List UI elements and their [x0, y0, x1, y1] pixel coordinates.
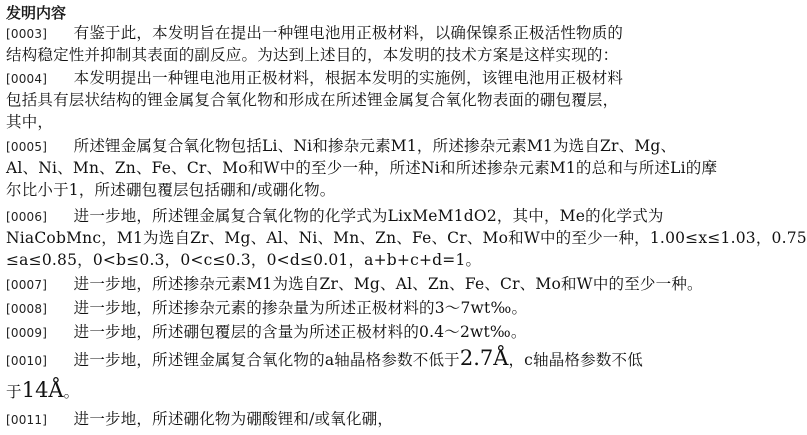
paragraph-number: [0008] [6, 302, 48, 316]
paragraph-number: [0003] [6, 27, 48, 41]
paragraph-0005-line-1 [6, 135, 677, 158]
paragraph-text: 所述锂金属复合氧化物包括Li、Ni和掺杂元素M1，所述掺杂元素M1为选自Zr、Mg、 [73, 137, 677, 155]
paragraph-text: 进一步地，所述掺杂元素的掺杂量为所述正极材料的3～7wt‰。 [73, 299, 528, 317]
paragraph-number: [0007] [6, 278, 48, 292]
paragraph-0010-line-1 [6, 346, 643, 372]
paragraph-text: 其中， [6, 113, 54, 131]
paragraph-number: [0009] [6, 326, 48, 340]
paragraph-number: [0010] [6, 354, 48, 368]
paragraph-0008-line-1 [6, 297, 634, 320]
paragraph-text: 有鉴于此，本发明旨在提出一种锂电池用正极材料，以确保镍系正极活性物质的 [73, 24, 624, 42]
paragraph-0004-line-3 [6, 111, 634, 133]
paragraph-text: 。 [63, 383, 80, 401]
paragraph-text: 尔比小于1，所述硼包覆层包括硼和/或硼化物。 [6, 181, 336, 199]
paragraph-text: 于 [6, 383, 22, 401]
paragraph-0006-line-2 [6, 227, 807, 249]
paragraph-text: 进一步地，所述掺杂元素M1为选自Zr、Mg、Al、Zn、Fe、Cr、Mo和W中的至少一种。 [73, 275, 703, 293]
paragraph-text: 结构稳定性并抑制其表面的副反应。为达到上述目的，本发明的技术方案是这样实现的： [6, 46, 619, 64]
paragraph-text: ，c轴晶格参数不低 [508, 351, 643, 369]
paragraph-0007-line-1 [6, 273, 703, 296]
paragraph-number: [0004] [6, 72, 48, 86]
paragraph-number: [0011] [6, 413, 48, 427]
paragraph-0004-line-2 [6, 89, 634, 111]
paragraph-0009-line-1 [6, 321, 634, 344]
paragraph-0006-line-3 [6, 249, 634, 271]
paragraph-0003-line-1 [6, 22, 634, 45]
paragraph-0006-line-1 [6, 205, 664, 228]
paragraph-text: NiaCobMnc，M1为选自Zr、Mg、Al、Ni、Mn、Zn、Fe、Cr、Mo和W中的至少一种，1.00≤x≤1.03，0.75 [6, 229, 807, 247]
a-axis-value: 2.7Å [459, 346, 509, 370]
paragraph-text: 进一步地，所述锂金属复合氧化物的化学式为LixMeM1dO2，其中，Me的化学式为 [73, 207, 664, 225]
paragraph-text: 本发明提出一种锂电池用正极材料，根据本发明的实施例，该锂电池用正极材料 [73, 69, 624, 87]
paragraph-text: 包括具有层状结构的锂金属复合氧化物和形成在所述锂金属复合氧化物表面的硼包覆层， [6, 91, 619, 109]
paragraph-text: 进一步地，所述硼包覆层的含量为所述正极材料的0.4～2wt‰。 [73, 323, 527, 341]
paragraph-0003-line-2 [6, 44, 634, 66]
paragraph-0010-line-2 [6, 379, 634, 403]
paragraph-0005-line-3 [6, 179, 634, 201]
paragraph-number: [0006] [6, 210, 48, 224]
paragraph-text: Al、Ni、Mn、Zn、Fe、Cr、Mo和W中的至少一种，所述Ni和所述掺杂元素M1的总和与所述Li的摩 [6, 159, 718, 177]
paragraph-text: 进一步地，所述硼化物为硼酸锂和/或氧化硼， [73, 410, 394, 428]
paragraph-0004-line-1 [6, 67, 634, 90]
c-axis-value: 14Å [21, 378, 64, 402]
paragraph-0005-line-2 [6, 157, 718, 179]
paragraph-number: [0005] [6, 140, 48, 154]
paragraph-0011-line-1 [6, 408, 634, 431]
paragraph-text: ≤a≤0.85，0<b≤0.3，0<c≤0.3，0<d≤0.01，a+b+c+d=1。 [6, 251, 482, 269]
paragraph-text: 进一步地，所述锂金属复合氧化物的a轴晶格参数不低于 [73, 351, 460, 369]
section-heading: 发明内容 [6, 4, 67, 22]
